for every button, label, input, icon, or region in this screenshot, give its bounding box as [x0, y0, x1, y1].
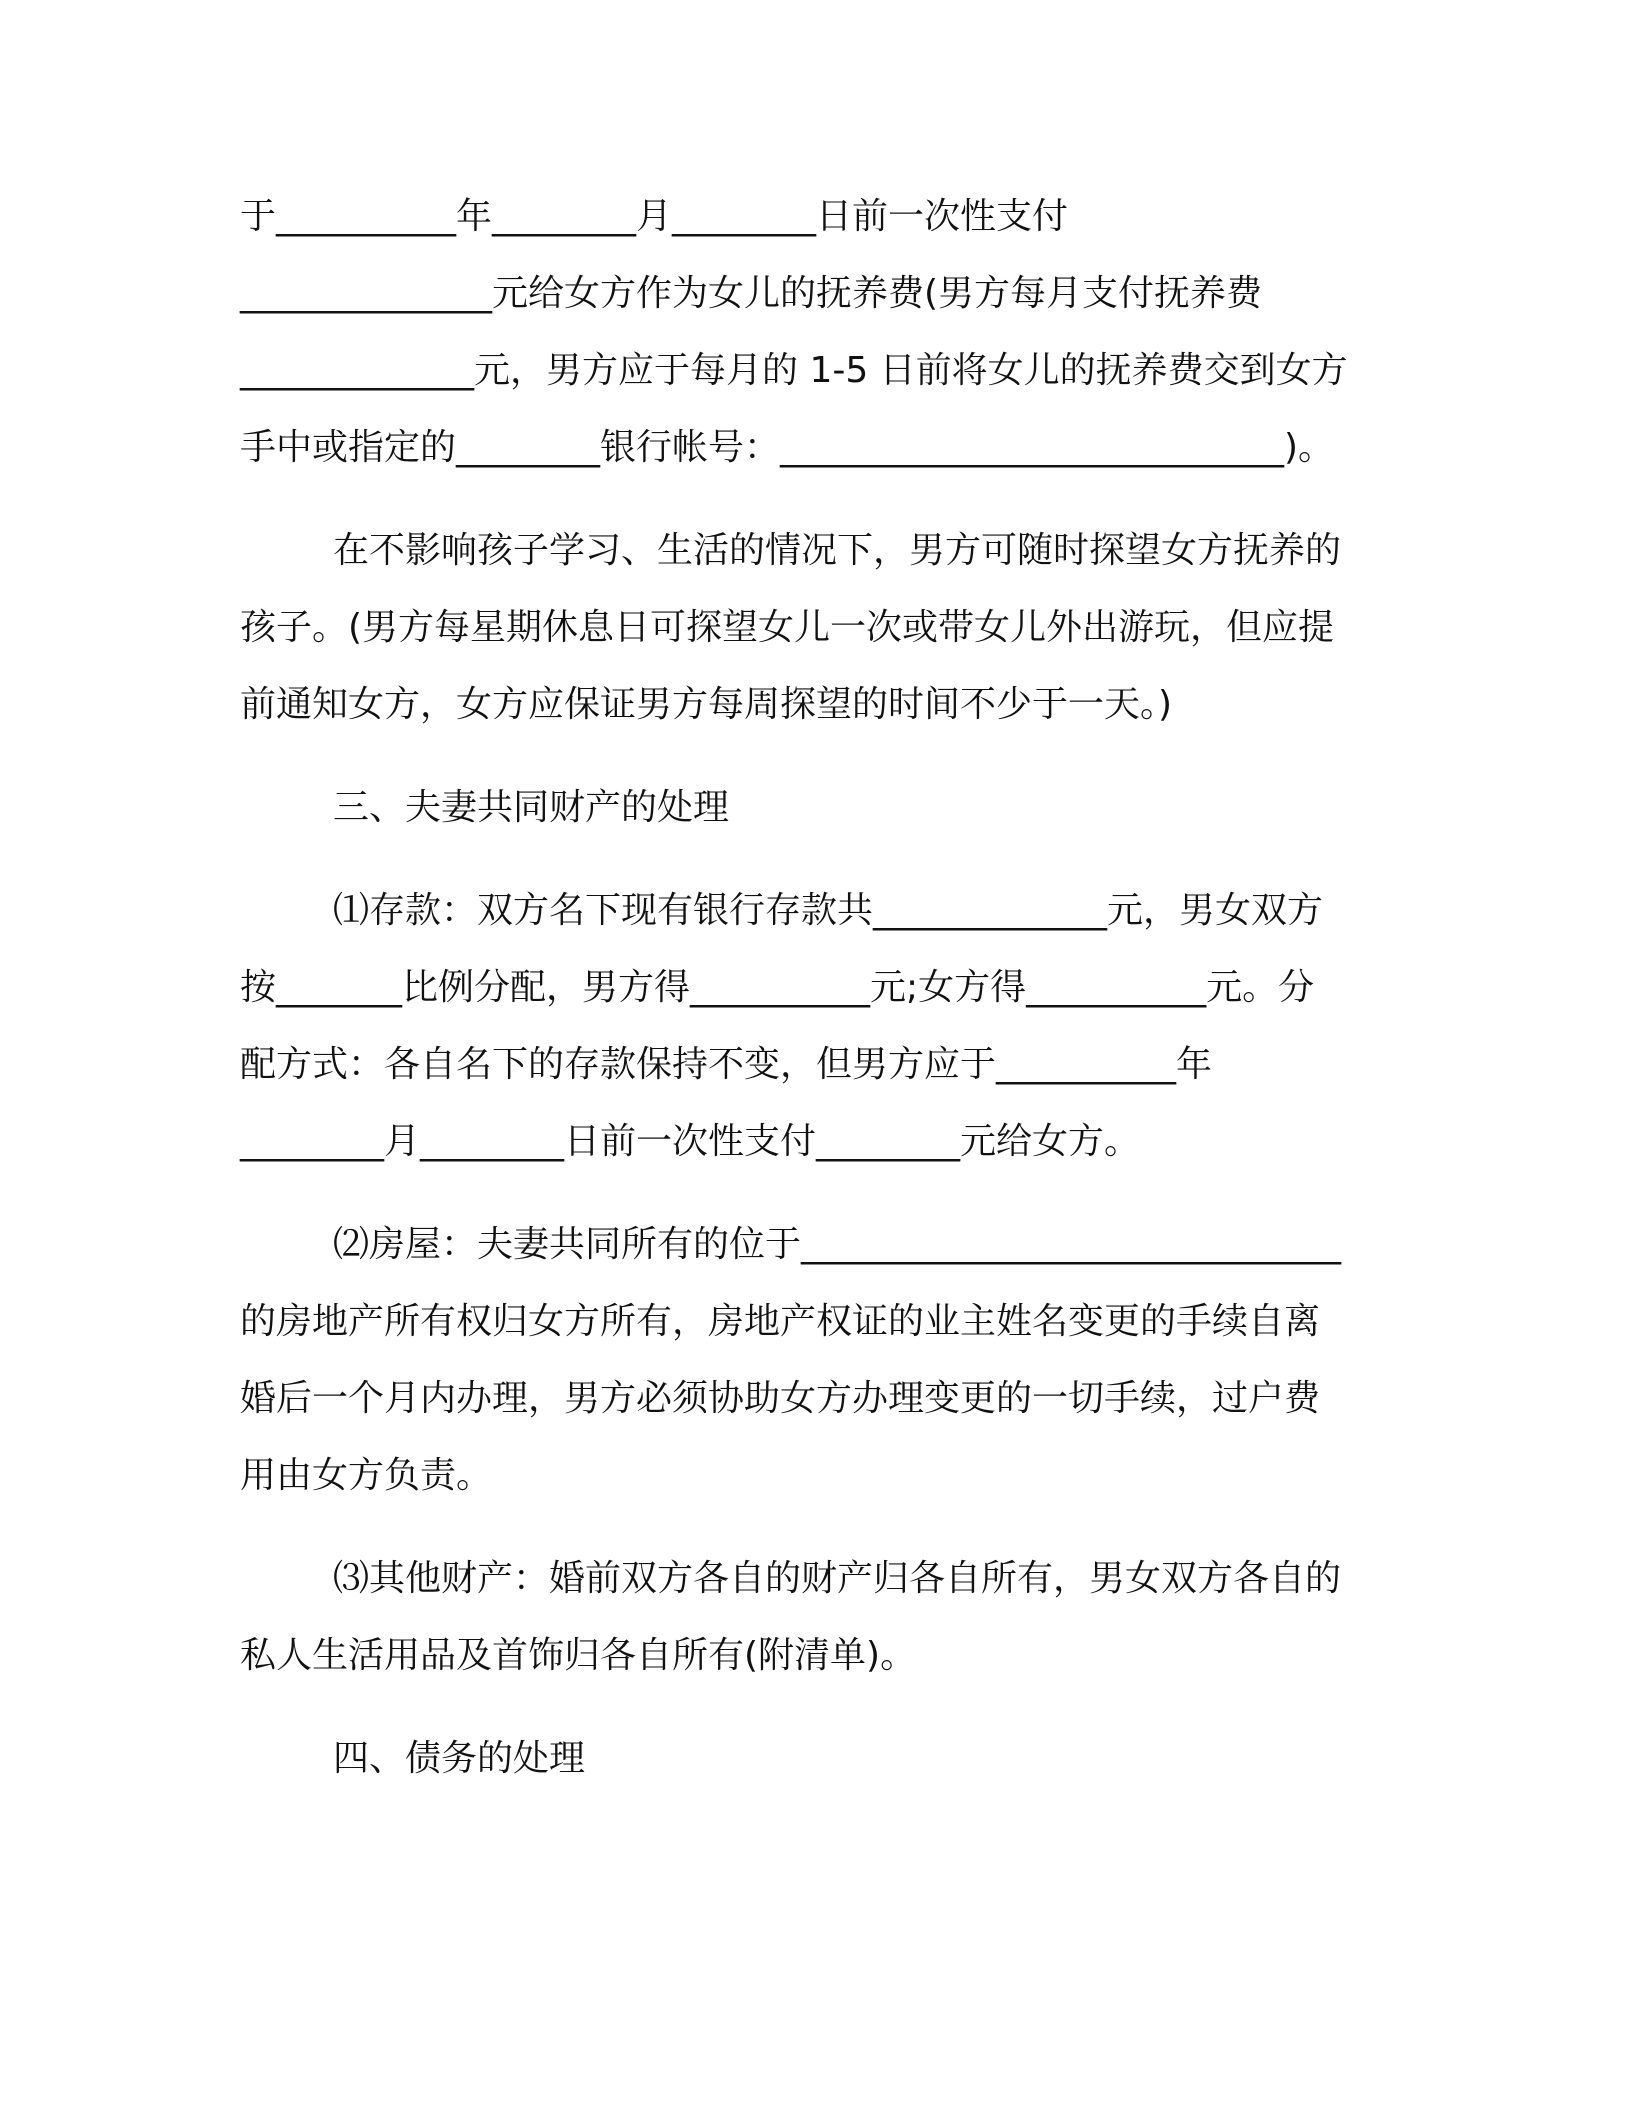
text-line: 前通知女方，女方应保证男方每周探望的时间不少于一天。)	[240, 684, 1173, 725]
paragraph-first-line: 在不影响孩子学习、生活的情况下，男方可随时探望女方抚养的	[333, 530, 1342, 571]
text-line: ______________元给女方作为女儿的抚养费(男方每月支付抚养费	[240, 273, 1263, 314]
text-line: ________月________日前一次性支付________元给女方。	[240, 1121, 1141, 1162]
section-heading: 四、债务的处理	[333, 1738, 586, 1779]
text-line: 用由女方负责。	[240, 1455, 493, 1496]
text-line: 孩子。(男方每星期休息日可探望女儿一次或带女儿外出游玩，但应提	[240, 607, 1335, 648]
section-heading: 三、夫妻共同财产的处理	[333, 787, 730, 828]
text-line: 按_______比例分配，男方得__________元;女方得__________元。分	[240, 967, 1315, 1008]
text-line: 配方式：各自名下的存款保持不变，但男方应于__________年	[240, 1044, 1213, 1085]
text-line: _____________元，男方应于每月的 1-5 日前将女儿的抚养费交到女方	[240, 350, 1348, 391]
text-line: 的房地产所有权归女方所有，房地产权证的业主姓名变更的手续自离	[240, 1301, 1321, 1342]
paragraph-first-line: ⑵房屋：夫妻共同所有的位于______________________________	[333, 1224, 1342, 1265]
text-line: 婚后一个月内办理，男方必须协助女方办理变更的一切手续，过户费	[240, 1378, 1321, 1419]
text-line: 于__________年________月________日前一次性支付	[240, 196, 1069, 237]
paragraph-first-line: ⑶其他财产：婚前双方各自的财产归各自所有，男女双方各自的	[333, 1558, 1342, 1599]
paragraph-first-line: ⑴存款：双方名下现有银行存款共_____________元，男女双方	[333, 890, 1324, 931]
text-line: 私人生活用品及首饰归各自所有(附清单)。	[240, 1635, 917, 1676]
text-line: 手中或指定的________银行帐号：____________________________)。	[240, 427, 1335, 468]
